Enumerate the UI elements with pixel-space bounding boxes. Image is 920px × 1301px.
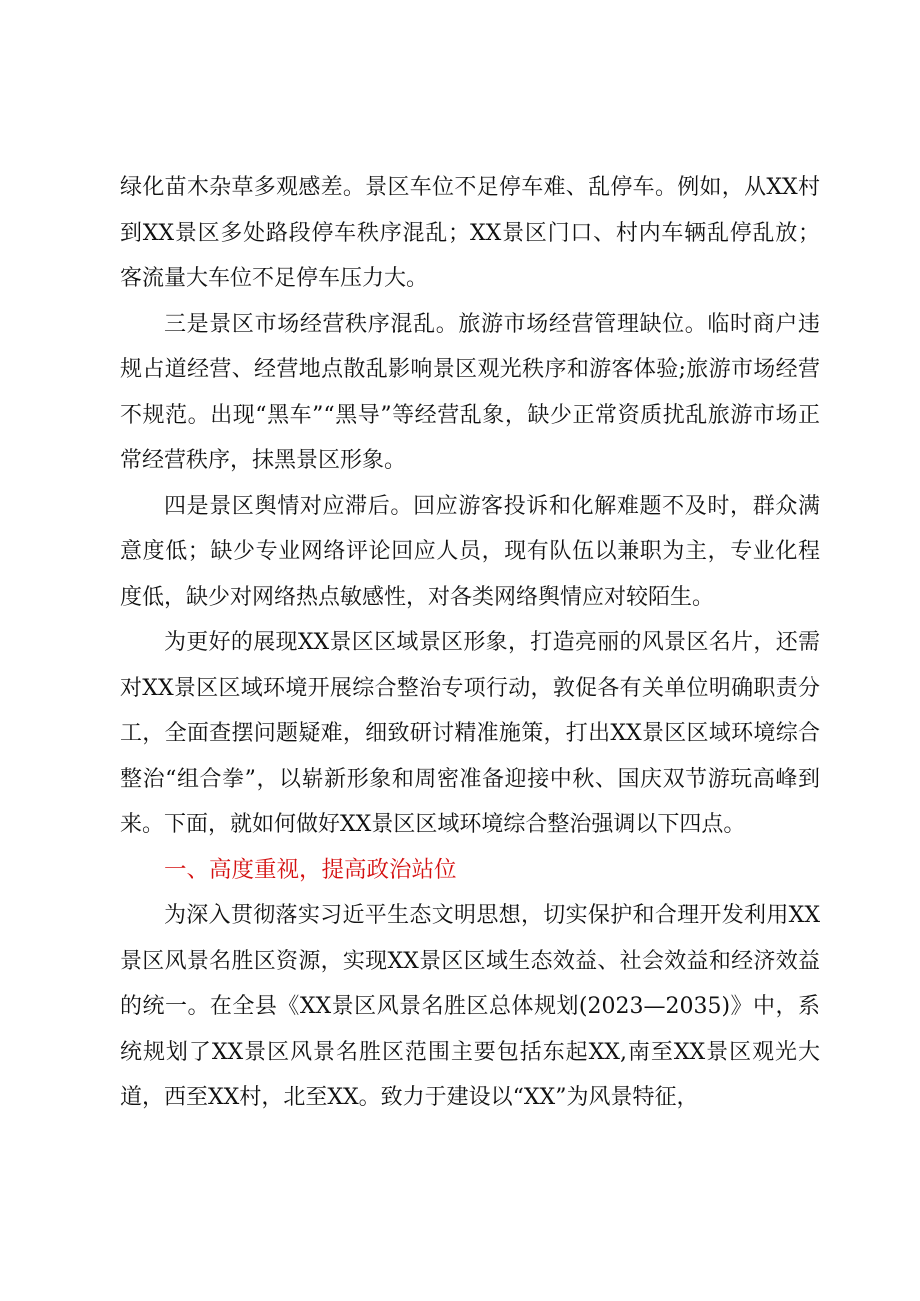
paragraph-ecology: 为深入贯彻落实习近平生态文明思想，切实保护和合理开发利用XX景区风景名胜区资源，实现XX景区区域生态效益、社会效益和经济效益的统一。在全县《XX景区风景名胜区总体规划(2023—2035)》中，系统规划了XX景区风景名胜区范围主要包括东起XX,南至XX景区观光大道，西至XX村，北至XX。致力于建设以“XX”为风景特征， xyxy=(120,903,820,1110)
section-heading: 一、高度重视，提高政治站位 xyxy=(164,856,457,883)
paragraph-public-opinion: 四是景区舆情对应滞后。回应游客投诉和化解难题不及时，群众满意度低；缺少专业网络评论回应人员，现有队伍以兼职为主，专业化程度低，缺少对网络热点敏感性，对各类网络舆情应对较陌生。 xyxy=(120,493,820,610)
paragraph-renovation-intro: 为更好的展现XX景区区域景区形象，打造亮丽的风景区名片，还需对XX景区区域环境开展综合整治专项行动，敦促各有关单位明确职责分工，全面查摆问题疑难，细致研讨精准施策，打出XX景区区域环境综合整治“组合拳”，以崭新形象和周密准备迎接中秋、国庆双节游玩高峰到来。下面，就如何做好XX景区区域环境综合整治强调以下四点。 xyxy=(120,630,820,837)
paragraph-parking: 绿化苗木杂草多观感差。景区车位不足停车难、乱停车。例如，从XX村到XX景区多处路段停车秩序混乱；XX景区门口、村内车辆乱停乱放；客流量大车位不足停车压力大。 xyxy=(120,175,820,291)
paragraph-market-order: 三是景区市场经营秩序混乱。旅游市场经营管理缺位。临时商户违规占道经营、经营地点散乱影响景区观光秩序和游客体验;旅游市场经营不规范。出现“黑车”“黑导”等经营乱象，缺少正常资质扰乱旅游市场正常经营秩序，抹黑景区形象。 xyxy=(120,311,820,473)
document-body xyxy=(120,165,820,1121)
